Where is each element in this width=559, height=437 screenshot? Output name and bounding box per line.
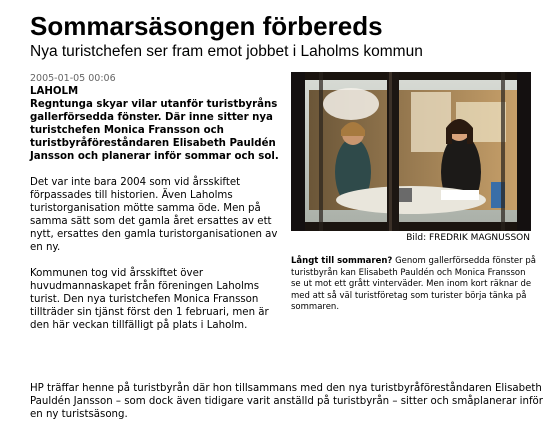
photo-caption	[291, 256, 537, 314]
article-dateline: LAHOLM	[30, 86, 79, 97]
photo-credit: Bild: FREDRIK MAGNUSSON	[406, 233, 530, 243]
article-subheadline: Nya turistchefen ser fram emot jobbet i Laholms kommun	[30, 43, 423, 60]
article-timestamp: 2005-01-05 00:06	[30, 73, 116, 84]
photo-caption-lead: Långt till sommaren?	[291, 256, 393, 266]
article-headline: Sommarsäsongen förbereds	[30, 11, 383, 41]
article-text-column	[30, 85, 284, 332]
article-lead: Regntunga skyar vilar utanför turistbyråns gallerförsedda fönster. Där inne sitter nya turistchefen Monica Fransson och turistbyråföreståndaren Elisabeth Pauldén Jansson och planerar inför sommar och sol.	[30, 99, 279, 162]
article-paragraph: HP träffar henne på turistbyrån där hon tillsammans med den nya turistbyråföreståndaren Elisabeth Pauldén Jansson – som dock även tidigare varit anställd på turistbyrån – sitter och småplanerar inför en ny turistsäsong.	[30, 383, 543, 420]
article-paragraph: Kommunen tog vid årsskiftet över huvudmannaskapet från föreningen Laholms turist. Den nya turistchefen Monica Fransson tillträder sin tjänst först den 1 februari, men är den här veckan tillfälligt på plats i Laholm.	[30, 268, 269, 331]
photo-caption-text: Genom gallerförsedda fönster på turistbyrån kan Elisabeth Pauldén och Monica Fransson se ut mot ett grått vinterväder. Men inom kort räknar de med att så väl turistföretag som turister börja tänka på sommaren.	[291, 256, 536, 313]
article-photo	[291, 72, 531, 231]
article-paragraph: Det var inte bara 2004 som vid årsskiftet förpassades till historien. Även Laholms turistorganisation mötte samma öde. Men på samma sätt som det gamla året ersattes av ett nytt, ersattes den gamla turistorganisationen av en ny.	[30, 177, 278, 253]
